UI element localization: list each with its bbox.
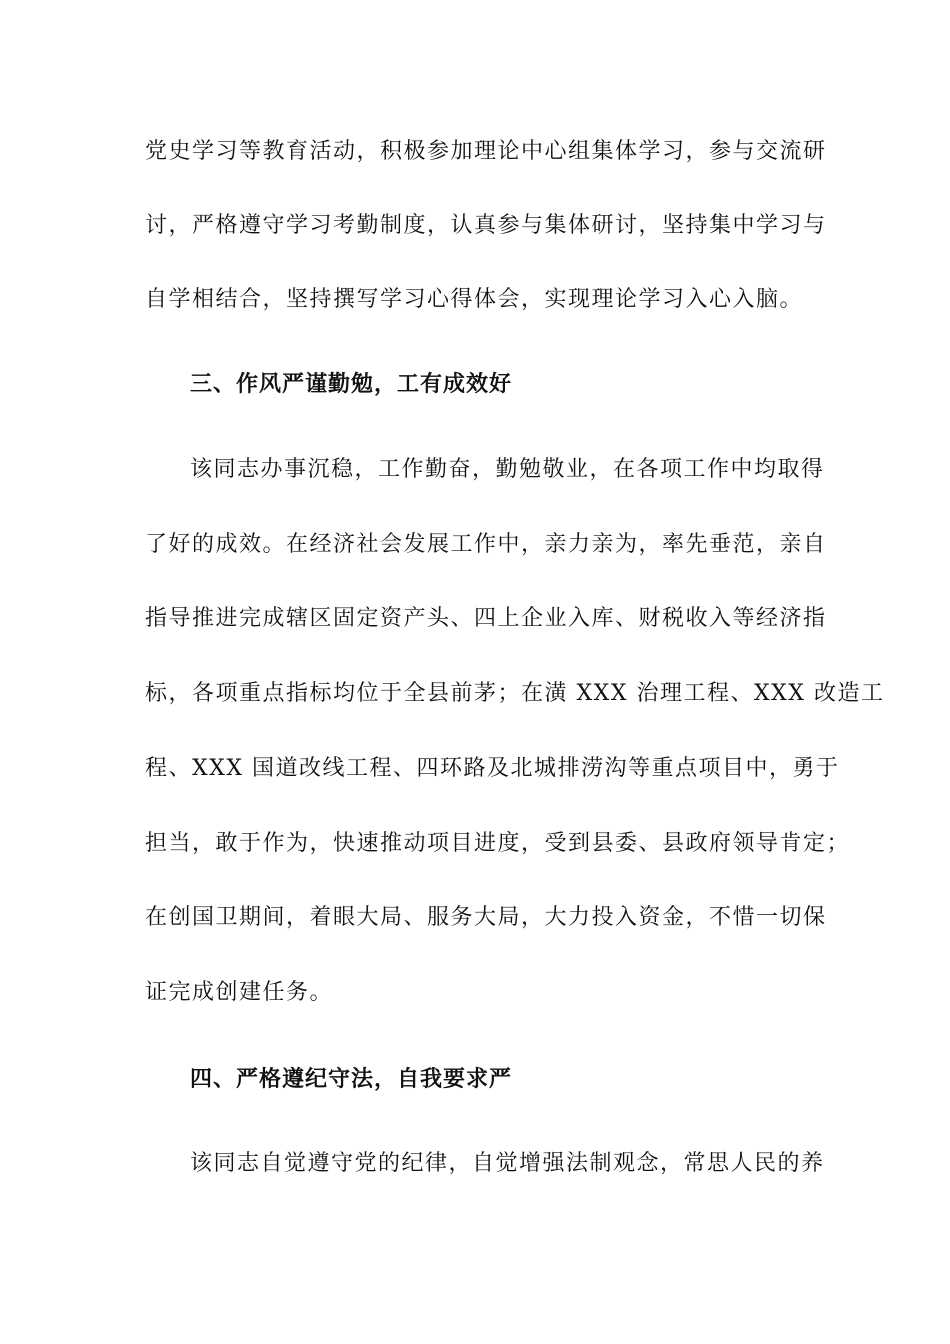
paragraph-line: 自学相结合，坚持撰写学习心得体会，实现理论学习入心入脑。 — [145, 287, 804, 312]
paragraph-line: 标，各项重点指标均位于全县前茅；在潢 XXX 治理工程、XXX 改造工 — [145, 681, 885, 706]
paragraph-line: 证完成创建任务。 — [145, 980, 334, 1005]
paragraph-line: 讨，严格遵守学习考勤制度，认真参与集体研讨，坚持集中学习与 — [145, 213, 827, 238]
section-heading: 四、严格遵纪守法，自我要求严 — [190, 1066, 513, 1092]
paragraph-line: 了好的成效。在经济社会发展工作中，亲力亲为，率先垂范，亲自 — [145, 532, 827, 557]
paragraph-line: 在创国卫期间，着眼大局、服务大局，大力投入资金，不惜一切保 — [145, 905, 827, 930]
paragraph-line: 程、XXX 国道改线工程、四环路及北城排涝沟等重点项目中，勇于 — [145, 756, 840, 781]
paragraph-line: 指导推进完成辖区固定资产头、四上企业入库、财税收入等经济指 — [145, 606, 827, 631]
paragraph-line: 党史学习等教育活动，积极参加理论中心组集体学习，参与交流研 — [145, 139, 827, 164]
paragraph-line: 担当，敢于作为，快速推动项目进度，受到县委、县政府领导肯定； — [145, 831, 851, 856]
paragraph-line: 该同志自觉遵守党的纪律，自觉增强法制观念，常思人民的养 — [190, 1151, 825, 1176]
paragraph-line: 该同志办事沉稳，工作勤奋，勤勉敬业，在各项工作中均取得 — [190, 457, 825, 482]
section-heading: 三、作风严谨勤勉，工有成效好 — [190, 371, 513, 397]
